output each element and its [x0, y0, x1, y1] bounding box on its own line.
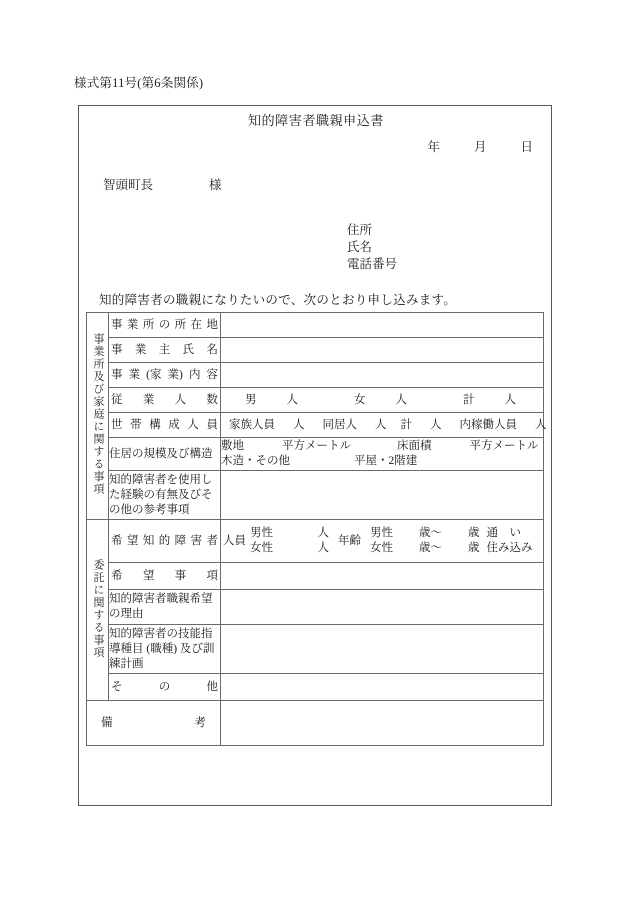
table-row: [87, 701, 544, 746]
page-title: 知的障害者職親申込書: [247, 113, 384, 128]
employees-male-unit: 人: [286, 393, 298, 406]
residence-site-unit: 平方メートル: [282, 440, 351, 452]
row-label-employees: 従 業 人 数: [109, 388, 221, 413]
date-day-label: 日: [520, 140, 533, 154]
desired-commute-options[interactable]: 通 い 住み込み: [486, 527, 533, 554]
applicant-block: [347, 222, 397, 273]
field-location[interactable]: [221, 313, 544, 338]
applicant-name-label: 氏名: [347, 240, 373, 254]
desired-people-label: 人員: [223, 534, 246, 547]
table-row: [87, 388, 544, 413]
page-frame: [78, 105, 552, 806]
desired-count-units: 人 人: [317, 527, 329, 554]
household-family-label: 家族人員: [229, 418, 275, 431]
intro-sentence: 知的障害者の職親になりたいので、次のとおり申し込みます。: [99, 293, 457, 307]
residence-floor-label: 床面積: [397, 440, 432, 452]
employees-total-label: 計: [463, 393, 475, 406]
desired-age-to: 歳 歳: [468, 527, 480, 554]
applicant-address-label: 住所: [347, 223, 373, 237]
row-label-reason: 知的障害者職親希望 の理由: [109, 590, 221, 625]
table-row: [87, 674, 544, 701]
desired-age-sex-labels: 男性 女性: [370, 527, 393, 554]
application-table: [86, 312, 547, 746]
desired-sex-labels: 男性 女性: [250, 527, 273, 554]
employees-male-label: 男: [245, 393, 257, 406]
row-label-owner-name: 事 業 主 氏 名: [109, 338, 221, 363]
desired-age-from: 歳～ 歳～: [419, 527, 442, 554]
household-family-unit: 人: [293, 418, 305, 431]
household-cohabitant-unit: 人: [375, 418, 387, 431]
household-total-label: 計: [400, 418, 412, 431]
date-month-label: 月: [473, 140, 487, 154]
date-line: [427, 137, 533, 155]
field-reason[interactable]: [221, 590, 544, 625]
field-household[interactable]: [221, 413, 547, 438]
field-employees[interactable]: [221, 388, 544, 413]
household-working-label: 内稼働人員: [459, 418, 517, 431]
employees-female-unit: 人: [395, 393, 407, 406]
row-label-training: 知的障害者の技能指 導種目 (職種) 及び訓 練計画: [109, 625, 221, 674]
residence-site-label: 敷地: [221, 440, 244, 452]
field-experience[interactable]: [221, 471, 544, 520]
table-row: [87, 413, 544, 438]
row-label-other: そ の 他: [109, 674, 221, 701]
row-label-desired-items: 希 望 事 項: [109, 563, 221, 590]
field-owner-name[interactable]: [221, 338, 544, 363]
table-row: [87, 520, 544, 563]
row-label-location: 事 業 所 の 所 在 地: [109, 313, 221, 338]
field-residence[interactable]: [221, 438, 544, 471]
field-training[interactable]: [221, 625, 544, 674]
table-row: [87, 363, 544, 388]
desired-age-label: 年齢: [338, 534, 361, 547]
household-working-unit: 人: [535, 418, 547, 431]
section-label-entrustment: 委託に関する事項: [87, 520, 109, 701]
employees-total-unit: 人: [504, 393, 516, 406]
field-desired-items[interactable]: [221, 563, 544, 590]
field-desired-person[interactable]: [221, 520, 544, 563]
table-row: [87, 338, 544, 363]
table-row: [87, 471, 544, 520]
table-row: [87, 563, 544, 590]
addressee-name: 智頭町長: [103, 178, 154, 192]
row-label-household: 世 帯 構 成 人 員: [109, 413, 221, 438]
table-row: [87, 313, 544, 338]
residence-structure-options[interactable]: 木造・その他: [221, 455, 290, 467]
field-other[interactable]: [221, 674, 544, 701]
table-row: [87, 438, 544, 471]
row-label-experience: 知的障害者を使用し た経験の有無及びそ の他の参考事項: [109, 471, 221, 520]
table-row: [87, 590, 544, 625]
row-label-business-content: 事 業 (家 業) 内 容: [109, 363, 221, 388]
residence-storey-options[interactable]: 平屋・2階建: [354, 455, 418, 467]
table-row: [87, 625, 544, 674]
addressee: [103, 175, 222, 193]
household-total-unit: 人: [430, 418, 442, 431]
field-business-content[interactable]: [221, 363, 544, 388]
form-number: 様式第11号(第6条関係): [74, 76, 204, 90]
employees-female-label: 女: [354, 393, 366, 406]
row-label-residence: 住居の規模及び構造: [109, 438, 221, 471]
addressee-honorific: 様: [209, 178, 222, 192]
date-year-label: 年: [427, 140, 440, 154]
row-label-remarks: 備 考: [87, 701, 221, 746]
household-cohabitant-label: 同居人: [322, 418, 357, 431]
applicant-phone-label: 電話番号: [347, 257, 398, 271]
field-remarks[interactable]: [221, 701, 544, 746]
residence-floor-unit: 平方メートル: [469, 440, 539, 452]
row-label-desired-person: 希 望 知 的 障 害 者: [109, 520, 221, 563]
section-label-business-household: 事業所及び家庭に関する事項: [87, 313, 109, 520]
